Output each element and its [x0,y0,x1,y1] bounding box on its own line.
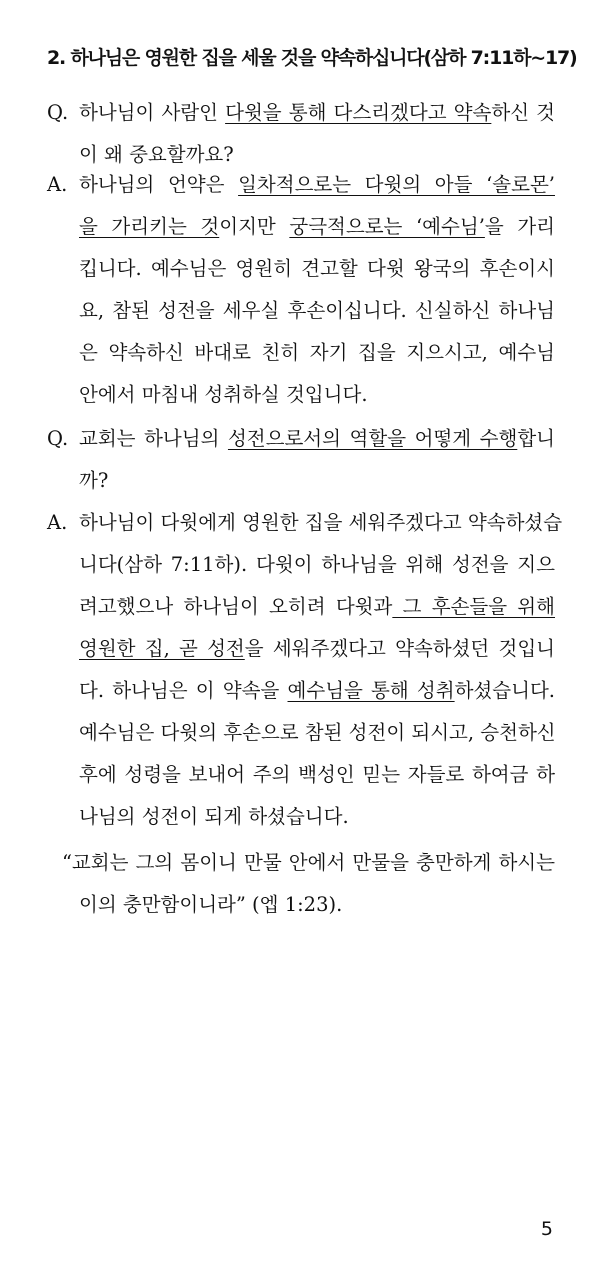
text-span: 안에서 마침내 성취하실 것입니다. [79,383,368,406]
text-line [79,418,555,460]
underlined-text: 성전으로서의 역할을 어떻게 수행 [227,427,518,450]
text-span: 다. 하나님은 이 약속을 [79,679,288,702]
text-span: 후에 성령을 보내어 주의 백성인 믿는 자들로 하여금 하 [79,763,555,786]
text-line [79,628,555,670]
underlined-text: 영원한 집, 곧 성전 [79,637,245,660]
text-span: 을 세워주겠다고 약속하셨던 것입니 [244,637,555,660]
text-span: 하나님이 다윗에게 영원한 집을 세워주겠다고 약속하셨습 [79,511,563,534]
text-line [79,544,555,586]
text-span: 하나님이 사람인 [79,101,226,124]
text-span: 킵니다. 예수님은 영원히 견고할 다윗 왕국의 후손이시 [79,257,555,280]
text-span: 은 약속하신 바대로 친히 자기 집을 지으시고, 예수님 [79,341,555,364]
text-line [79,248,555,290]
underlined-text: 다윗을 통해 다스리겠다고 약속 [225,101,492,124]
text-span: 예수님은 다윗의 후손으로 참된 성전이 되시고, 승천하신 [79,721,556,744]
text-line [79,670,555,712]
text-span: 이지만 [219,215,290,238]
text-span: 니다(삼하 7:11하). 다윗이 하나님을 위해 성전을 지으 [79,553,555,576]
underlined-text: 예수님을 통해 성취 [287,679,455,702]
page-number: 5 [540,1218,553,1240]
qa-marker: A. [47,511,68,534]
text-span: 을 가리 [484,215,556,238]
text-line [79,92,555,134]
text-line [79,332,555,374]
quote-line: 이의 충만함이니라” (엡 1:23). [79,893,343,916]
text-line [79,796,555,838]
text-span: 하신 것 [491,101,555,124]
text-span: 하나님의 언약은 [79,173,239,196]
underlined-text: 궁극적으로는 ‘예수님’ [289,215,485,238]
text-line [79,754,555,796]
text-line [79,290,555,332]
text-span: 려고했으나 하나님이 오히려 다윗과 [79,595,393,618]
text-line [79,460,555,502]
text-line [79,374,555,416]
quote-line: “교회는 그의 몸이니 만물 안에서 만물을 충만하게 하시는 [62,851,555,874]
underlined-text: 을 가리키는 것 [79,215,220,238]
text-line [79,502,563,544]
underlined-text: 그 후손들을 위해 [392,595,555,618]
text-span: 까? [79,469,109,492]
section-heading: 2. 하나님은 영원한 집을 세울 것을 약속하십니다(삼하 7:11하~17) [47,47,577,69]
text-line [79,586,555,628]
underlined-text: 일차적으로는 다윗의 아들 ‘솔로몬’ [238,173,555,196]
text-line [79,164,555,206]
qa-marker: A. [47,173,68,196]
text-span: 하셨습니다. [454,679,555,702]
text-span: 요, 참된 성전을 세우실 후손이십니다. 신실하신 하나님 [79,299,555,322]
text-span: 교회는 하나님의 [79,427,228,450]
text-span: 이 왜 중요할까요? [79,143,234,166]
qa-marker: Q. [47,427,69,450]
text-line [79,712,555,754]
text-span: 나님의 성전이 되게 하셨습니다. [79,805,349,828]
text-line [79,206,555,248]
qa-marker: Q. [47,101,69,124]
text-span: 합니 [517,427,555,450]
